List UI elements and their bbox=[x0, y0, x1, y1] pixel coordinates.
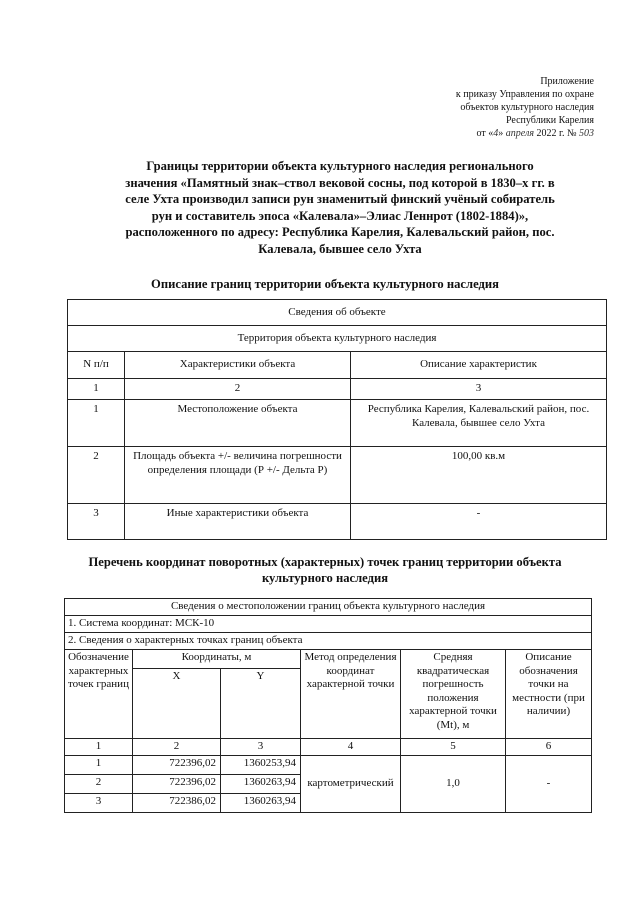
column-header-x: X bbox=[133, 669, 221, 739]
point-number: 3 bbox=[65, 794, 133, 813]
annex-block bbox=[334, 75, 594, 140]
document-title: Границы территории объекта культурного наследия регионального значения «Памятный знак–ствол вековой сосны, под которой в 1830–х гг. в селе Ухта производил записи рун знаменитый финский учёный собиратель рун и составитель эпоса «Калевала»–Элиас Леннрот (1802-1884)», расположенного по адресу: Республика Карелия, Калевальский район, пос. Калевала, бывшее село Ухта bbox=[125, 159, 555, 256]
annex-line-objects: объектов культурного наследия bbox=[460, 102, 594, 113]
date-mid: » bbox=[498, 128, 506, 139]
row-characteristic: Площадь объекта +/- величина погрешности определения площади (Р +/- Дельта Р) bbox=[125, 447, 351, 504]
column-number-cell: 5 bbox=[401, 739, 506, 756]
date-month: апреля bbox=[505, 128, 534, 139]
table-row bbox=[65, 756, 592, 775]
table-row bbox=[68, 400, 607, 447]
column-number-cell: 2 bbox=[125, 379, 351, 400]
column-number-cell: 3 bbox=[351, 379, 607, 400]
column-header-coordinates: Координаты, м bbox=[133, 650, 301, 669]
annex-title: Приложение bbox=[540, 76, 594, 87]
row-number: 3 bbox=[68, 504, 125, 540]
column-header-error: Средняя квадратическая погрешность положения характерной точки (Mt), м bbox=[401, 650, 506, 739]
point-x: 722396,02 bbox=[133, 756, 221, 775]
column-number-cell: 1 bbox=[65, 739, 133, 756]
points-section-header: 2. Сведения о характерных точках границ объекта bbox=[65, 633, 592, 650]
point-x: 722396,02 bbox=[133, 775, 221, 794]
date-year: 2022 г. № bbox=[533, 128, 579, 139]
column-number-cell: 4 bbox=[301, 739, 401, 756]
row-characteristic: Местоположение объекта bbox=[125, 400, 351, 447]
row-description: Республика Карелия, Калевальский район, пос. Калевала, бывшее село Ухта bbox=[351, 400, 607, 447]
point-number: 1 bbox=[65, 756, 133, 775]
column-header-method: Метод определения координат характерной точки bbox=[301, 650, 401, 739]
table-header-object-info: Сведения об объекте bbox=[68, 300, 607, 326]
row-characteristic: Иные характеристики объекта bbox=[125, 504, 351, 540]
point-description-value: - bbox=[506, 756, 592, 813]
column-number-cell: 6 bbox=[506, 739, 592, 756]
column-header-y: Y bbox=[221, 669, 301, 739]
point-y: 1360253,94 bbox=[221, 756, 301, 775]
date-day: 4 bbox=[493, 128, 499, 139]
point-y: 1360263,94 bbox=[221, 794, 301, 813]
error-value: 1,0 bbox=[401, 756, 506, 813]
date-prefix: от « bbox=[476, 128, 494, 139]
column-number-cell: 2 bbox=[133, 739, 221, 756]
column-header-characteristic: Характеристики объекта bbox=[125, 352, 351, 379]
coordinate-system: 1. Система координат: МСК-10 bbox=[65, 616, 592, 633]
annex-line-order: к приказу Управления по охране bbox=[455, 89, 594, 100]
row-description: - bbox=[351, 504, 607, 540]
annex-date-line bbox=[334, 127, 594, 140]
object-info-table bbox=[67, 299, 607, 540]
point-number: 2 bbox=[65, 775, 133, 794]
column-header-description: Описание характеристик bbox=[351, 352, 607, 379]
point-x: 722386,02 bbox=[133, 794, 221, 813]
annex-line-republic: Республики Карелия bbox=[505, 115, 594, 126]
table-row bbox=[68, 504, 607, 540]
method-value: картометрический bbox=[301, 756, 401, 813]
section-heading-coordinates: Перечень координат поворотных (характерных) точек границ территории объекта культурного наследия bbox=[88, 555, 562, 585]
order-number: 503 bbox=[579, 128, 594, 139]
row-number: 1 bbox=[68, 400, 125, 447]
point-y: 1360263,94 bbox=[221, 775, 301, 794]
row-description: 100,00 кв.м bbox=[351, 447, 607, 504]
row-number: 2 bbox=[68, 447, 125, 504]
column-header-point-description: Описание обозначения точки на местности (при наличии) bbox=[506, 650, 592, 739]
section-heading-boundaries: Описание границ территории объекта культурного наследия bbox=[151, 277, 499, 291]
table-header-boundaries: Сведения о местоположении границ объекта культурного наследия bbox=[65, 599, 592, 616]
column-header-number: N п/п bbox=[68, 352, 125, 379]
table-header-territory: Территория объекта культурного наследия bbox=[68, 326, 607, 352]
column-header-designation: Обозначение характерных точек границ bbox=[65, 650, 133, 739]
column-number-cell: 3 bbox=[221, 739, 301, 756]
column-number-cell: 1 bbox=[68, 379, 125, 400]
table-row bbox=[68, 447, 607, 504]
coordinates-table bbox=[64, 598, 592, 813]
